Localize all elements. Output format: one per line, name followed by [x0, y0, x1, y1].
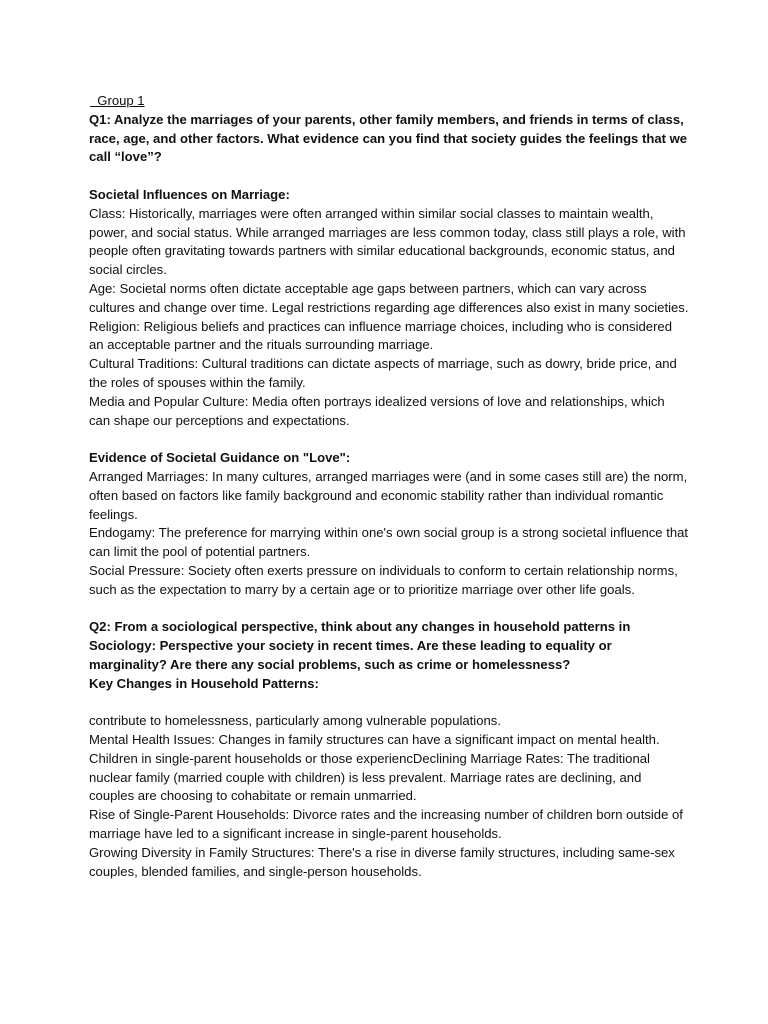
document-page [89, 92, 689, 881]
spacer [89, 167, 689, 186]
group-label: Group 1 [90, 93, 145, 108]
q1-section1-item-age: Age: Societal norms often dictate acceptable age gaps between partners, which can vary across cultures and change over time. Legal restrictions regarding age differences also exist in many societies. [89, 280, 689, 315]
spacer [89, 600, 689, 619]
q2-item-diversity: Growing Diversity in Family Structures: There's a rise in diverse family structures, including same-sex couples, blended families, and single-person households. [89, 844, 675, 879]
q1-section1-heading: Societal Influences on Marriage: [89, 186, 290, 202]
q1-section2-item-arranged-marriages: Arranged Marriages: In many cultures, arranged marriages were (and in some cases still are) the norm, often based on factors like family background and economic stability rather than individual romantic feelings. [89, 468, 688, 522]
q2-item-mental-health: Mental Health Issues: Changes in family structures can have a significant impact on mental health. Children in single-parent households or those experiencDeclining Marriage Rates: The traditional nuclear family (married couple with children) is less prevalent. Marriage rates are declining, and couples are choosing to cohabitate or remain unmarried. [89, 732, 660, 804]
q2-section-heading: Key Changes in Household Patterns: [89, 675, 319, 691]
q1-section2-heading: Evidence of Societal Guidance on "Love": [89, 450, 351, 466]
q1-section1-item-media: Media and Popular Culture: Media often portrays idealized versions of love and relationships, which can shape our perceptions and expectations. [89, 393, 665, 428]
spacer [89, 694, 689, 713]
q2-item-homelessness: contribute to homelessness, particularly among vulnerable populations. [89, 713, 501, 729]
q2-question: Q2: From a sociological perspective, think about any changes in household patterns in Sociology: Perspective your society in recent times. Are these leading to equality or marginality? Are there any social problems, such as crime or homelessness? [89, 619, 631, 672]
q1-section2-item-social-pressure: Social Pressure: Society often exerts pressure on individuals to conform to certain relationship norms, such as the expectation to marry by a certain age or to prioritize marriage over other life goals. [89, 562, 678, 597]
q1-question: Q1: Analyze the marriages of your parents, other family members, and friends in terms of class, race, age, and other factors. What evidence can you find that society guides the feelings that we call “love”? [89, 111, 688, 165]
q1-section2-item-endogamy: Endogamy: The preference for marrying within one's own social group is a strong societal influence that can limit the pool of potential partners. [89, 525, 689, 560]
q1-section1-item-cultural-traditions: Cultural Traditions: Cultural traditions can dictate aspects of marriage, such as dowry, bride price, and the roles of spouses within the family. [89, 356, 677, 390]
q1-section1-item-class: Class: Historically, marriages were often arranged within similar social classes to maintain wealth, power, and social status. While arranged marriages are less common today, class still plays a role, with people often gravitating towards partners with similar educational backgrounds, economic status, and social circles. [89, 205, 686, 278]
spacer [89, 430, 689, 449]
q1-section1-item-religion: Religion: Religious beliefs and practices can influence marriage choices, including who is considered an acceptable partner and the rituals surrounding marriage. [89, 318, 672, 353]
q2-item-single-parent: Rise of Single-Parent Households: Divorce rates and the increasing number of children born outside of marriage have led to a significant increase in single-parent households. [89, 807, 683, 842]
